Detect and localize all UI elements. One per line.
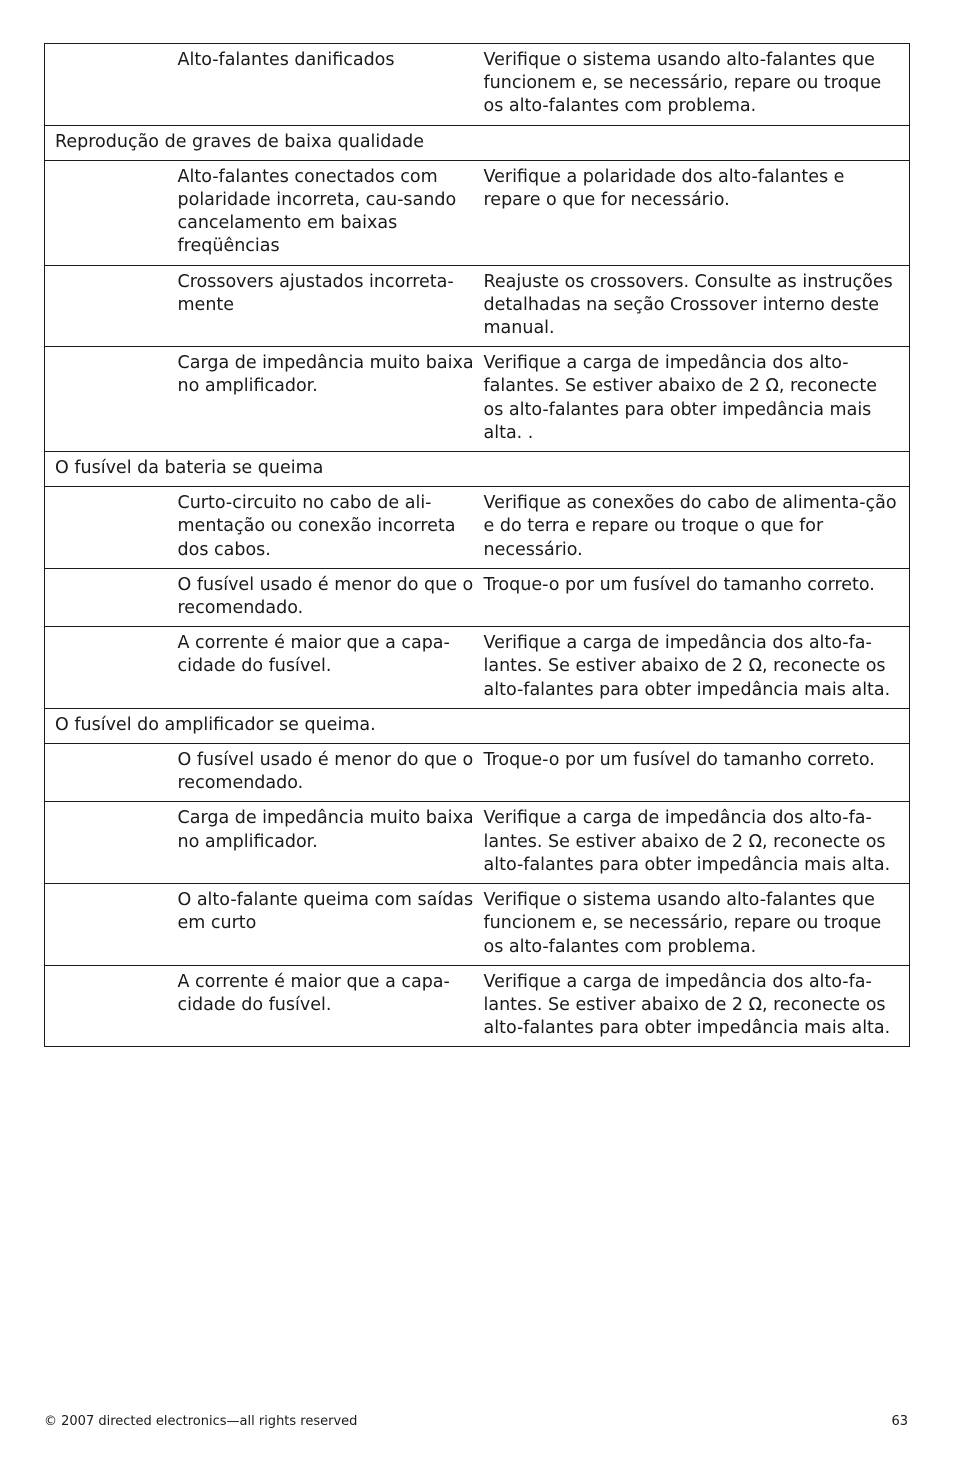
solution-cell: Troque-o por um fusível do tamanho correto. bbox=[484, 568, 910, 626]
table-row bbox=[45, 487, 910, 569]
table-row bbox=[45, 44, 910, 126]
troubleshooting-table bbox=[44, 43, 910, 1047]
indent-cell bbox=[45, 744, 178, 802]
cause-cell: A corrente é maior que a capa-cidade do fusível. bbox=[178, 965, 484, 1047]
cause-cell: Crossovers ajustados incorreta-mente bbox=[178, 265, 484, 347]
indent-cell bbox=[45, 265, 178, 347]
solution-cell: Verifique as conexões do cabo de alimenta-ção e do terra e repare ou troque o que for necessário. bbox=[484, 487, 910, 569]
solution-cell: Verifique a carga de impedância dos alto-falantes. Se estiver abaixo de 2 Ω, reconecte os alto-falantes para obter impedância mais alta. . bbox=[484, 347, 910, 452]
solution-cell: Verifique a polaridade dos alto-falantes e repare o que for necessário. bbox=[484, 160, 910, 265]
cause-cell: Alto-falantes danificados bbox=[178, 44, 484, 126]
table-row bbox=[45, 884, 910, 966]
indent-cell bbox=[45, 965, 178, 1047]
section-header-row bbox=[45, 452, 910, 487]
solution-cell: Verifique o sistema usando alto-falantes que funcionem e, se necessário, repare ou troque os alto-falantes com problema. bbox=[484, 44, 910, 126]
indent-cell bbox=[45, 347, 178, 452]
indent-cell bbox=[45, 802, 178, 884]
section-header-row bbox=[45, 708, 910, 743]
table-row bbox=[45, 265, 910, 347]
indent-cell bbox=[45, 160, 178, 265]
copyright-text: © 2007 directed electronics—all rights reserved bbox=[44, 1414, 358, 1429]
table-row bbox=[45, 347, 910, 452]
table-row bbox=[45, 802, 910, 884]
solution-cell: Troque-o por um fusível do tamanho correto. bbox=[484, 744, 910, 802]
cause-cell: Alto-falantes conectados com polaridade incorreta, cau-sando cancelamento em baixas freqüências bbox=[178, 160, 484, 265]
solution-cell: Verifique a carga de impedância dos alto-fa-lantes. Se estiver abaixo de 2 Ω, reconecte os alto-falantes para obter impedância mais alta. bbox=[484, 627, 910, 709]
section-header: O fusível da bateria se queima bbox=[45, 452, 910, 487]
solution-cell: Verifique a carga de impedância dos alto-fa-lantes. Se estiver abaixo de 2 Ω, reconecte os alto-falantes para obter impedância mais alta. bbox=[484, 965, 910, 1047]
table-row bbox=[45, 568, 910, 626]
indent-cell bbox=[45, 568, 178, 626]
section-header: O fusível do amplificador se queima. bbox=[45, 708, 910, 743]
cause-cell: Carga de impedância muito baixa no amplificador. bbox=[178, 347, 484, 452]
cause-cell: O fusível usado é menor do que o recomendado. bbox=[178, 744, 484, 802]
solution-cell: Verifique a carga de impedância dos alto-fa-lantes. Se estiver abaixo de 2 Ω, reconecte os alto-falantes para obter impedância mais alta. bbox=[484, 802, 910, 884]
page-number: 63 bbox=[891, 1414, 908, 1429]
section-header: Reprodução de graves de baixa qualidade bbox=[45, 125, 910, 160]
table-row bbox=[45, 744, 910, 802]
indent-cell bbox=[45, 884, 178, 966]
solution-cell: Reajuste os crossovers. Consulte as instruções detalhadas na seção Crossover interno deste manual. bbox=[484, 265, 910, 347]
cause-cell: O alto-falante queima com saídas em curto bbox=[178, 884, 484, 966]
cause-cell: A corrente é maior que a capa-cidade do fusível. bbox=[178, 627, 484, 709]
table-row bbox=[45, 627, 910, 709]
section-header-row bbox=[45, 125, 910, 160]
indent-cell bbox=[45, 44, 178, 126]
cause-cell: O fusível usado é menor do que o recomendado. bbox=[178, 568, 484, 626]
troubleshooting-table-body bbox=[45, 44, 910, 1047]
solution-cell: Verifique o sistema usando alto-falantes que funcionem e, se necessário, repare ou troque os alto-falantes com problema. bbox=[484, 884, 910, 966]
table-row bbox=[45, 160, 910, 265]
table-row bbox=[45, 965, 910, 1047]
indent-cell bbox=[45, 627, 178, 709]
cause-cell: Carga de impedância muito baixa no amplificador. bbox=[178, 802, 484, 884]
cause-cell: Curto-circuito no cabo de ali-mentação ou conexão incorreta dos cabos. bbox=[178, 487, 484, 569]
indent-cell bbox=[45, 487, 178, 569]
